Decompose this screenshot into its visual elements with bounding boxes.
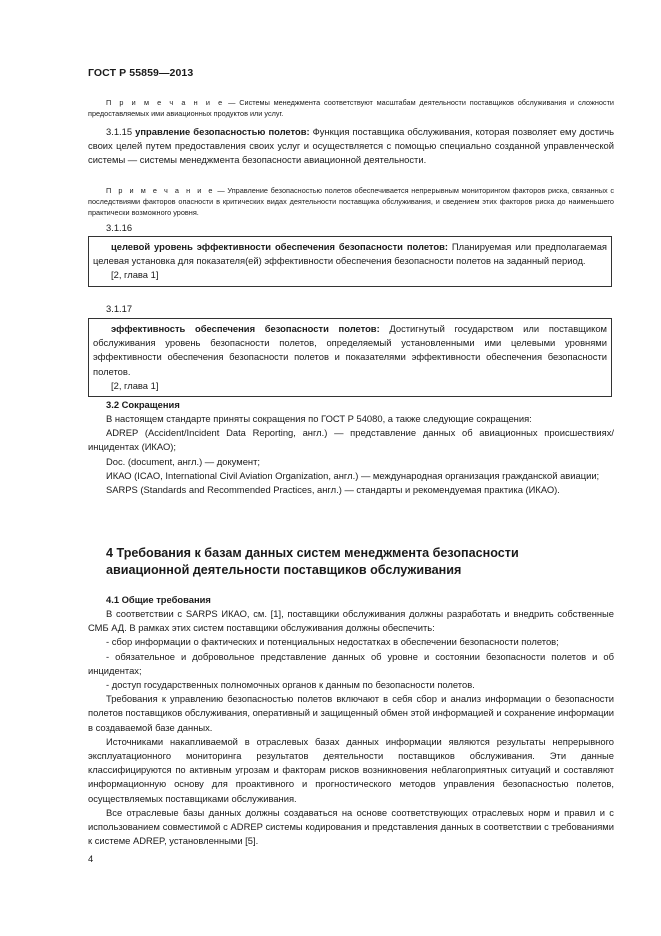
definition-box-3-1-16 (88, 236, 612, 287)
definition-number-3-1-17: 3.1.17 (106, 303, 133, 314)
definition-text: Планируемая или предполагаемая целевая установка для показателя(ей) эффективности обеспечения безопасности полетов на заданный период. (93, 241, 607, 267)
section-heading: 3.2 Сокращения (106, 399, 180, 410)
definition-text: Функция поставщика обслуживания, которая позволяет ему достичь своих целей путем предоставления своих услуг и осуществляется с помощью специально созданной управленческой системы — системы менеджмента безопасности авиационной деятельности. (88, 126, 614, 166)
section-heading: 4.1 Общие требования (106, 594, 211, 605)
section-3-2 (88, 398, 614, 497)
note-text: — Системы менеджмента соответствуют масштабам деятельности поставщиков обслуживания и сложности предоставляемых ими авиационных продуктов или услуг. (88, 98, 615, 119)
paragraph: Источниками накапливаемой в отраслевых базах данных информации являются результаты непрерывного эксплуатационного мониторинга результатов деятельности поставщиков обслуживания. Эти данные классифицируются по активным угрозам и факторам рисков возникновения неблагоприятных ситуаций и составляют информационную основу для проактивного и прогностического методов управления безопасностью полетов, осуществляемых поставщиками обслуживания. (88, 735, 614, 804)
definition-3-1-15 (88, 125, 614, 168)
abbreviation-item: ИКАО (ICAO, International Civil Aviation Organization, англ.) — международная организация гражданской авиации; (106, 469, 600, 481)
definition-term: целевой уровень эффективности обеспечения безопасности полетов: (111, 241, 448, 252)
definition-text: Достигнутый государством или поставщиком обслуживания уровень безопасности полетов, определяемый установленными ими целевыми уровнями эффективности обеспечения безопасности полетов и показателями эффективности обеспечения безопасности полетов. (93, 323, 607, 377)
definition-term: эффективность обеспечения безопасности полетов: (111, 323, 380, 334)
abbreviation-item: Doc. (document, англ.) — документ; (106, 455, 260, 467)
section-heading-line: 4 Требования к базам данных систем менеджмента безопасности (106, 546, 519, 560)
note-label: П р и м е ч а н и е (106, 98, 225, 107)
definition-number: 3.1.15 (106, 126, 133, 137)
paragraph: Все отраслевые базы данных должны создаваться на основе соответствующих отраслевых норм и правил и с использованием совместимой с ADREP системы кодирования и представления данных в соответствии с требованиями к системе ADREP, установленными [5]. (88, 806, 614, 847)
section-heading-line: авиационной деятельности поставщиков обслуживания (106, 563, 462, 577)
section-4-heading (88, 545, 614, 579)
abbreviation-item: ADREP (Accident/Incident Data Reporting, англ.) — представление данных об авиационных происшествиях/инцидентах (ИКАО); (88, 427, 614, 453)
list-item: - сбор информации о фактических и потенциальных недостатках в обеспечении безопасности полетов; (106, 636, 559, 648)
paragraph: Требования к управлению безопасностью полетов включают в себя сбор и анализ информации о безопасности полетов поставщиков обслуживания, оперативный и защищенный обмен этой информацией и сохранение информации в создаваемой базе данных. (88, 693, 614, 733)
note-1 (88, 97, 614, 119)
list-item: - доступ государственных полномочных органов к данным по безопасности полетов. (106, 679, 475, 691)
abbreviation-item: SARPS (Standards and Recommended Practices, англ.) — стандарты и рекомендуемая практика (ИКАО). (106, 484, 560, 496)
note-text: — Управление безопасностью полетов обеспечивается непрерывным мониторингом факторов риска, связанных с последствиями факторов опасности в критических видах деятельности поставщика обслуживания, и сведением этих факторов риска до наименьшего практически возможного уровня. (88, 186, 614, 218)
definition-box-3-1-17 (88, 318, 612, 397)
note-label: П р и м е ч а н и е (106, 186, 215, 195)
definition-reference: [2, глава 1] (111, 269, 159, 281)
document-code-header: ГОСТ Р 55859—2013 (88, 67, 194, 79)
note-2 (88, 185, 614, 219)
page-number: 4 (88, 853, 94, 864)
section-4-1 (88, 593, 614, 848)
paragraph: В соответствии с SARPS ИКАО, см. [1], поставщики обслуживания должны разработать и внедрить собственные СМБ АД. В рамках этих систем поставщики обслуживания должны обеспечить: (88, 608, 614, 634)
definition-reference: [2, глава 1] (111, 379, 159, 391)
list-item: - обязательное и добровольное представление данных об уровне и состоянии безопасности полетов и об инцидентах; (88, 650, 614, 676)
paragraph: В настоящем стандарте приняты сокращения по ГОСТ Р 54080, а также следующие сокращения: (106, 413, 532, 424)
definition-term: управление безопасностью полетов: (135, 126, 310, 137)
definition-number-3-1-16: 3.1.16 (106, 222, 133, 233)
